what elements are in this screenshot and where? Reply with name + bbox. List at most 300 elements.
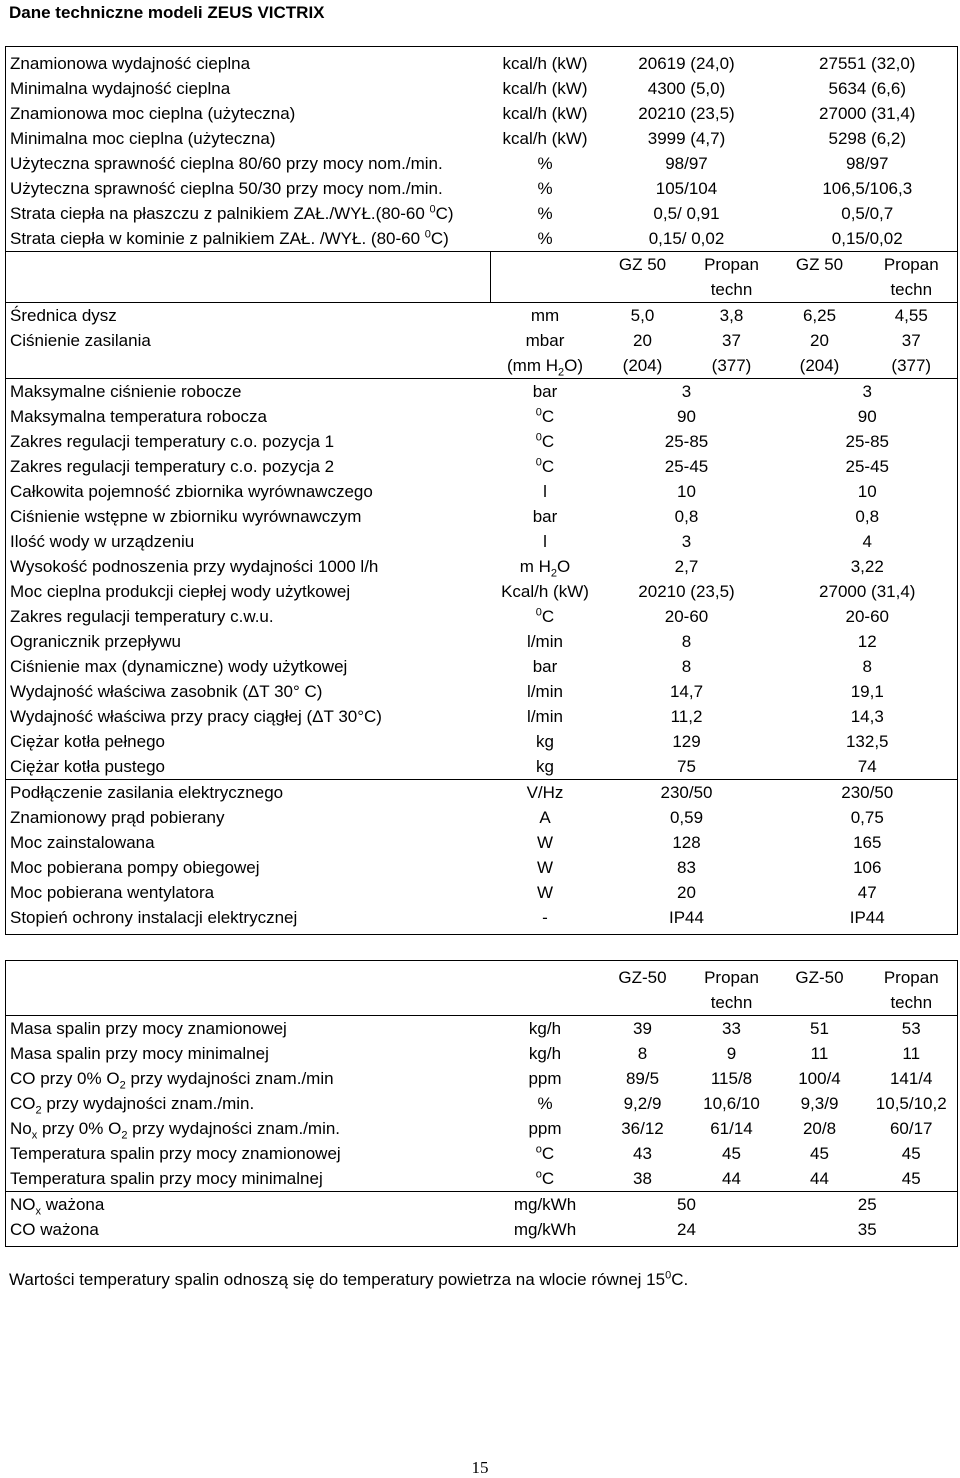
value-model-2: [774, 429, 958, 454]
value-model-2: [774, 805, 958, 830]
row-label-text: Maksymalna temperatura robocza: [10, 407, 268, 426]
value-propan-2: [862, 1141, 958, 1166]
table-row: [6, 805, 958, 830]
row-unit-text: l/min: [527, 707, 563, 726]
value-model-2-text: 14,3: [850, 707, 884, 726]
header-unit-empty: [491, 277, 596, 303]
table-row: [6, 1116, 958, 1141]
value-model-2: [774, 905, 958, 930]
value-model-1-text: 128: [672, 833, 701, 852]
value-model-2-text: 8: [862, 657, 872, 676]
header-techn-1-text: techn: [710, 993, 753, 1012]
value-model-2: [774, 201, 958, 226]
value-model-2: [774, 629, 958, 654]
value-model-1-text: 25-85: [664, 432, 709, 451]
row-label-text: Ciśnienie wstępne w zbiorniku wyrównawczym: [10, 507, 362, 526]
value-model-2: [774, 654, 958, 679]
value-model-2-text: 90: [857, 407, 877, 426]
value-gz-1: [596, 353, 686, 379]
row-label-text: 2: [119, 1079, 126, 1092]
table-row: [6, 303, 958, 329]
row-label: [6, 126, 491, 151]
row-unit-text: W: [536, 858, 554, 877]
row-unit-text: 0: [535, 606, 542, 619]
row-unit: [491, 1016, 596, 1042]
header-techn-2-text: techn: [890, 993, 933, 1012]
row-unit-text: -: [542, 908, 548, 927]
row-label: [6, 328, 491, 353]
value-model-1: [596, 604, 774, 629]
row-label-text: Minimalna wydajność cieplna: [10, 79, 231, 98]
row-unit: [491, 101, 596, 126]
table-row: [6, 353, 958, 379]
value-gz-1: [596, 303, 686, 329]
row-label-text: ważona: [41, 1195, 105, 1214]
value-gz-1-text: 5,0: [630, 306, 655, 325]
value-model-2-text: 0,15/0,02: [831, 229, 903, 248]
gas-header-row: [6, 277, 958, 303]
row-unit: [491, 880, 596, 905]
value-model-1-text: IP44: [669, 908, 704, 927]
value-model-2-text: 0,5/0,7: [841, 204, 894, 223]
value-model-2: [774, 504, 958, 529]
value-model-1: [596, 454, 774, 479]
table-row: [6, 679, 958, 704]
row-unit-text: mg/kWh: [513, 1220, 577, 1239]
value-model-1-text: 3: [681, 382, 692, 401]
row-label: [6, 529, 491, 554]
row-label: [6, 151, 491, 176]
value-model-1: [596, 579, 774, 604]
row-label-text: Strata ciepła na płaszczu z palnikiem ZAŁ./WYŁ.(80-60: [10, 204, 430, 223]
row-label: [6, 479, 491, 504]
header-techn-1-text: techn: [710, 280, 753, 299]
row-unit-text: kcal/h (kW): [502, 54, 588, 73]
value-gz-1: [596, 1141, 686, 1166]
header-techn-2: [862, 990, 958, 1016]
table-row: [6, 704, 958, 729]
value-model-1-text: 98/97: [665, 154, 708, 173]
header-techn-2: [862, 277, 958, 303]
row-unit-text: l: [543, 482, 547, 501]
row-label-text: CO: [10, 1094, 36, 1113]
row-unit: [491, 604, 596, 629]
value-model-1: [596, 529, 774, 554]
row-label: [6, 429, 491, 454]
value-gz-1: [596, 1166, 686, 1192]
value-model-1-text: 230/50: [660, 783, 713, 802]
row-label: [6, 855, 491, 880]
row-unit-text: W: [536, 833, 554, 852]
value-model-2-text: 5634 (6,6): [828, 79, 906, 98]
value-model-2-text: 165: [853, 833, 882, 852]
value-model-1-text: 3999 (4,7): [647, 129, 726, 148]
value-propan-1: [686, 1016, 774, 1042]
gas-header-row: [6, 961, 958, 991]
row-label: [6, 604, 491, 629]
row-label-text: Minimalna moc cieplna (użyteczna): [10, 129, 276, 148]
header-empty: [6, 277, 491, 303]
value-gz-2-text: 20: [810, 331, 829, 350]
row-unit-text: C: [541, 457, 555, 476]
table-row: [6, 76, 958, 101]
value-model-2-text: 27000 (31,4): [819, 582, 916, 601]
row-label: [6, 880, 491, 905]
value-model-2: [774, 604, 958, 629]
table-row: [6, 101, 958, 126]
row-label: [6, 1217, 491, 1242]
value-model-2-text: 25: [857, 1195, 877, 1214]
value-model-2-text: 3,22: [850, 557, 884, 576]
row-unit: [491, 905, 596, 930]
row-label-text: x: [31, 1129, 38, 1142]
table-row: [6, 1091, 958, 1116]
value-propan-1: [686, 1091, 774, 1116]
header-gz-2: [774, 961, 862, 991]
header-gz-2: [774, 252, 862, 278]
value-model-1: [596, 679, 774, 704]
value-propan-1-text: (377): [711, 356, 752, 375]
value-propan-1-text: 44: [722, 1169, 741, 1188]
row-unit-text: kg: [536, 757, 554, 776]
value-model-1-text: 20-60: [664, 607, 709, 626]
row-unit-text: o: [535, 1143, 542, 1156]
value-model-1-text: 25-45: [664, 457, 709, 476]
row-unit-text: %: [537, 1094, 553, 1113]
row-label: [6, 176, 491, 201]
row-label: [6, 504, 491, 529]
row-unit-text: bar: [532, 507, 558, 526]
value-model-2-text: 132,5: [845, 732, 889, 751]
value-model-2-text: 27551 (32,0): [819, 54, 916, 73]
row-unit-text: W: [536, 883, 554, 902]
value-model-1: [596, 226, 774, 252]
value-model-2: [774, 379, 958, 405]
row-label-text: Stopień ochrony instalacji elektrycznej: [10, 908, 298, 927]
row-unit: [491, 855, 596, 880]
header-techn-2-text: techn: [890, 280, 933, 299]
row-unit: [491, 47, 596, 77]
value-propan-2-text: 45: [901, 1169, 921, 1188]
value-model-1-text: 24: [677, 1220, 696, 1239]
value-model-1: [596, 905, 774, 930]
value-propan-2-text: 141/4: [889, 1069, 933, 1088]
header-gz-1-text: GZ-50: [618, 968, 667, 987]
value-gz-2-text: 20/8: [802, 1119, 837, 1138]
row-label: [6, 754, 491, 780]
row-label-text: Średnica dysz: [10, 306, 117, 325]
row-unit: [491, 379, 596, 405]
gas-header-row: [6, 252, 958, 278]
row-unit: [491, 429, 596, 454]
row-unit-text: %: [537, 179, 553, 198]
row-label-text: przy wydajności znam./min.: [127, 1119, 341, 1138]
spacer: [6, 930, 958, 935]
footnote-text-end: C.: [671, 1270, 689, 1289]
row-label-text: Masa spalin przy mocy minimalnej: [10, 1044, 269, 1063]
row-unit-text: Kcal/h (kW): [501, 582, 589, 601]
row-label: [6, 1141, 491, 1166]
row-label-text: Temperatura spalin przy mocy minimalnej: [10, 1169, 323, 1188]
table-row: [6, 226, 958, 252]
row-unit: [491, 579, 596, 604]
value-model-2: [774, 126, 958, 151]
value-model-1: [596, 704, 774, 729]
value-model-1: [596, 126, 774, 151]
value-gz-1: [596, 1041, 686, 1066]
header-propan-2-text: Propan: [883, 968, 939, 987]
value-gz-1: [596, 1116, 686, 1141]
row-unit-text: 0: [535, 406, 542, 419]
row-unit-text: %: [537, 154, 553, 173]
row-label-text: Moc pobierana wentylatora: [10, 883, 215, 902]
row-unit: [491, 454, 596, 479]
row-label-text: Użyteczna sprawność cieplna 50/30 przy mocy nom./min.: [10, 179, 443, 198]
value-propan-1: [686, 303, 774, 329]
value-model-2-text: 19,1: [850, 682, 884, 701]
header-empty: [6, 961, 491, 991]
value-model-1-text: 83: [677, 858, 696, 877]
value-model-1: [596, 780, 774, 806]
value-model-2: [774, 76, 958, 101]
row-unit-text: bar: [532, 382, 558, 401]
value-model-1: [596, 151, 774, 176]
header-gz-2-text: GZ-50: [795, 968, 844, 987]
value-propan-2-text: 37: [901, 331, 921, 350]
value-model-2-text: 98/97: [845, 154, 889, 173]
header-gz-1-text: GZ 50: [618, 255, 667, 274]
row-label-text: Ogranicznik przepływu: [10, 632, 182, 651]
row-unit-text: m H: [519, 557, 551, 576]
value-gz-1-text: 38: [633, 1169, 652, 1188]
header-gz-1: [596, 961, 686, 991]
table-row: [6, 1166, 958, 1192]
row-label: [6, 1041, 491, 1066]
value-propan-1: [686, 1166, 774, 1192]
row-unit-text: kcal/h (kW): [502, 104, 588, 123]
table-row: [6, 1141, 958, 1166]
row-unit: [491, 654, 596, 679]
value-model-2: [774, 404, 958, 429]
value-model-2-text: 4: [862, 532, 872, 551]
value-model-1: [596, 855, 774, 880]
value-model-1: [596, 76, 774, 101]
row-label: [6, 830, 491, 855]
value-model-1: [596, 805, 774, 830]
row-label-text: C): [430, 229, 449, 248]
row-label: [6, 1116, 491, 1141]
value-model-1-text: 20210 (23,5): [638, 104, 735, 123]
row-label: [6, 1016, 491, 1042]
value-model-2: [774, 479, 958, 504]
table-row: [6, 729, 958, 754]
value-model-2: [774, 1217, 958, 1242]
value-model-2: [774, 176, 958, 201]
row-unit-text: O): [564, 356, 583, 375]
row-label-text: Całkowita pojemność zbiornika wyrównawczego: [10, 482, 373, 501]
value-model-2: [774, 729, 958, 754]
row-unit: [491, 1116, 596, 1141]
row-unit-text: mm: [530, 306, 560, 325]
row-unit-text: kg: [536, 732, 554, 751]
header-propan-1: [686, 252, 774, 278]
row-label: [6, 554, 491, 579]
row-label: [6, 729, 491, 754]
row-unit-text: o: [535, 1168, 542, 1181]
value-model-2: [774, 1192, 958, 1218]
value-propan-1: [686, 1066, 774, 1091]
flue-gas-table: [5, 960, 958, 1247]
value-model-2-text: 0,8: [855, 507, 880, 526]
row-label-text: przy 0% O: [37, 1119, 122, 1138]
row-unit: [491, 1091, 596, 1116]
row-unit: [491, 780, 596, 806]
row-label-text: NO: [10, 1195, 36, 1214]
value-model-2-text: 5298 (6,2): [828, 129, 906, 148]
value-model-2: [774, 880, 958, 905]
technical-data-table: [5, 46, 958, 935]
value-propan-2-text: 10,5/10,2: [875, 1094, 947, 1113]
row-label-text: Znamionowa wydajność cieplna: [10, 54, 251, 73]
value-model-1-text: 75: [677, 757, 696, 776]
table-row: [6, 754, 958, 780]
header-gz-1: [596, 252, 686, 278]
row-unit: [491, 479, 596, 504]
row-unit: [491, 1192, 596, 1218]
row-label-text: C): [435, 204, 454, 223]
row-label-text: Ciśnienie zasilania: [10, 331, 151, 350]
value-propan-1: [686, 1116, 774, 1141]
value-gz-1: [596, 328, 686, 353]
header-empty: [6, 252, 491, 278]
row-unit-text: C: [541, 432, 555, 451]
value-model-1-text: 11,2: [670, 707, 703, 726]
value-model-2: [774, 704, 958, 729]
value-model-1-text: 20210 (23,5): [638, 582, 735, 601]
value-model-1: [596, 379, 774, 405]
value-gz-1-text: 39: [633, 1019, 652, 1038]
table-row: [6, 404, 958, 429]
row-unit: [491, 303, 596, 329]
footnote-text: Wartości temperatury spalin odnoszą się do temperatury powietrza na wlocie równej 15: [9, 1270, 666, 1289]
spacer-row: [6, 930, 958, 935]
value-propan-1-text: 33: [722, 1019, 741, 1038]
table-row: [6, 1066, 958, 1091]
value-gz-1: [596, 1016, 686, 1042]
row-label: [6, 1091, 491, 1116]
row-label-text: Zakres regulacji temperatury c.w.u.: [10, 607, 274, 626]
value-model-1: [596, 729, 774, 754]
value-model-2: [774, 754, 958, 780]
value-propan-2: [862, 1041, 958, 1066]
value-propan-2-text: 45: [901, 1144, 921, 1163]
value-model-2-text: 74: [857, 757, 877, 776]
table-row: [6, 529, 958, 554]
value-model-2: [774, 454, 958, 479]
row-label: [6, 1192, 491, 1218]
header-gz-2-text: GZ 50: [795, 255, 844, 274]
value-gz-2: [774, 303, 862, 329]
value-propan-2: [862, 328, 958, 353]
value-model-1: [596, 201, 774, 226]
row-unit-text: 2: [557, 366, 565, 379]
row-unit: [491, 151, 596, 176]
value-gz-2: [774, 1141, 862, 1166]
value-gz-1-text: 36/12: [621, 1119, 664, 1138]
row-label: [6, 404, 491, 429]
row-unit-text: kcal/h (kW): [502, 79, 588, 98]
row-label: [6, 226, 491, 252]
value-gz-1-text: (204): [622, 356, 663, 375]
value-model-1: [596, 176, 774, 201]
header-propan-1: [686, 961, 774, 991]
row-label-text: x: [35, 1205, 41, 1218]
value-model-2: [774, 855, 958, 880]
row-label-text: przy wydajności znam./min.: [41, 1094, 255, 1113]
value-gz-1-text: 20: [633, 331, 652, 350]
row-unit-text: C: [541, 1144, 555, 1163]
row-unit-text: 0: [535, 456, 542, 469]
value-model-1-text: 0,15/ 0,02: [648, 229, 725, 248]
value-model-2: [774, 47, 958, 77]
header-unit-empty: [491, 990, 596, 1016]
value-gz-2: [774, 1116, 862, 1141]
value-model-1: [596, 1217, 774, 1242]
row-label-text: Moc pobierana pompy obiegowej: [10, 858, 260, 877]
value-model-1-text: 3: [681, 532, 692, 551]
value-gz-1: [596, 1066, 686, 1091]
header-empty-gz-1: [596, 277, 686, 303]
value-gz-2: [774, 1066, 862, 1091]
table-row: [6, 454, 958, 479]
row-label-text: 2: [121, 1129, 128, 1142]
table-row: [6, 379, 958, 405]
value-propan-1: [686, 1141, 774, 1166]
value-propan-2: [862, 353, 958, 379]
row-label-text: Wysokość podnoszenia przy wydajności 1000 l/h: [10, 557, 379, 576]
value-model-2-text: 47: [857, 883, 877, 902]
row-label-text: CO przy 0% O: [10, 1069, 120, 1088]
value-gz-2: [774, 1091, 862, 1116]
table-row: [6, 1041, 958, 1066]
row-label-text: Moc cieplna produkcji ciepłej wody użytkowej: [10, 582, 351, 601]
value-model-1: [596, 1192, 774, 1218]
row-label: [6, 454, 491, 479]
value-model-2: [774, 579, 958, 604]
value-model-2-text: 27000 (31,4): [819, 104, 916, 123]
value-model-2: [774, 679, 958, 704]
header-propan-2: [862, 961, 958, 991]
header-unit-empty: [491, 961, 596, 991]
value-gz-2: [774, 1016, 862, 1042]
row-unit: [491, 554, 596, 579]
row-unit: [491, 1041, 596, 1066]
row-unit-text: mg/kWh: [513, 1195, 577, 1214]
row-unit-text: (mm H: [507, 356, 558, 375]
value-model-2: [774, 830, 958, 855]
row-unit-text: kg/h: [528, 1019, 562, 1038]
header-propan-2: [862, 252, 958, 278]
row-unit-text: bar: [532, 657, 558, 676]
value-gz-2-text: 45: [810, 1144, 829, 1163]
row-label: [6, 101, 491, 126]
value-gz-2: [774, 1166, 862, 1192]
row-label-text: Strata ciepła w kominie z palnikiem ZAŁ. /WYŁ. (80-60: [10, 229, 425, 248]
footnote-sup: 0: [665, 1269, 672, 1282]
value-model-2: [774, 780, 958, 806]
value-propan-2: [862, 1116, 958, 1141]
row-unit: [491, 729, 596, 754]
